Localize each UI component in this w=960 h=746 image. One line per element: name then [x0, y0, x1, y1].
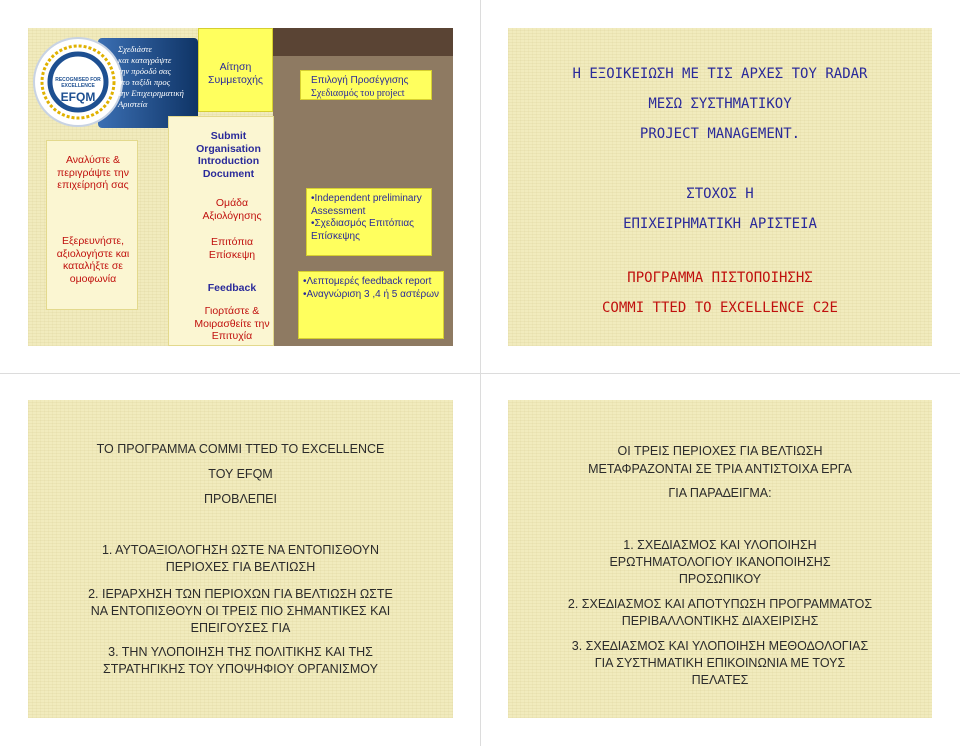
- radar-title-line3: PROJECT MANAGEMENT.: [639, 126, 801, 142]
- logo-line: την πρόοδό σας: [118, 66, 172, 76]
- program-item-line: 1. ΑΥΤΟΑΞΙΟΛΟΓΗΣΗ ΩΣΤΕ ΝΑ ΕΝΤΟΠΙΣΘΟΥΝ: [101, 543, 380, 557]
- areas-item-line: 2. ΣΧΕ∆ΙΑΣΜΟΣ ΚΑΙ ΑΠΟΤΥΠΩΣΗ ΠΡΟΓΡΑΜΜΑΤΟΣ: [567, 597, 873, 611]
- program-heading-line2: ΤΟΥ EFQM: [208, 467, 273, 481]
- areas-item-line: ΕΡΩΤΗΜΑΤΟΛΟΓΙΟΥ ΙΚΑΝΟΠΟΙΗΣΗΣ: [609, 555, 831, 569]
- logo-line: Σχεδιάστε: [118, 44, 152, 54]
- logo-line: Αριστεία: [118, 99, 148, 109]
- middle-item-team: Ομάδα Αξιολόγησης: [202, 197, 262, 222]
- approach-line: Σχεδιασμός του project: [311, 87, 405, 99]
- application-box: [198, 28, 273, 112]
- program-item: [28, 644, 453, 678]
- report-line: •Αναγνώριση 3 ,4 ή 5 αστέρων: [303, 288, 439, 300]
- areas-heading-line3: ΓΙΑ ΠΑΡΑ∆ΕΙΓΜΑ:: [668, 486, 772, 500]
- logo-line: και καταγράψτε: [118, 55, 172, 65]
- radar-title-line1: Η ΕΞΟΙΚΕΙΩΣΗ ΜΕ ΤΙΣ ΑΡΧΕΣ ΤΟΥ RADAR: [572, 66, 868, 82]
- report-line: •Λεπτομερές feedback report: [303, 276, 432, 287]
- program-line2: COMMI TTED TO EXCELLENCE C2E: [601, 300, 838, 316]
- page-divider-horizontal: [0, 373, 960, 374]
- assessment-line: •Independent preliminary Assessment: [311, 193, 422, 217]
- areas-item-line: ΠΡΟΣΩΠΙΚΟΥ: [678, 572, 762, 586]
- areas-item: [508, 596, 932, 630]
- slide-c2e-program: [28, 400, 453, 718]
- left-column-item: Εξερευνήστε, αξιολογήστε και καταλήξτε σε ομοφωνία: [56, 235, 130, 285]
- radar-title-line2: ΜΕΣΩ ΣΥΣΤΗΜΑΤΙΚΟΥ: [648, 96, 792, 112]
- areas-item-line: ΓΙΑ ΣΥΣΤΗΜΑΤΙΚΗ ΕΠΙΚΟΙΝΩΝΙΑ ΜΕ ΤΟΥΣ: [594, 656, 846, 670]
- goal-line2: ΕΠΙΧΕΙΡΗΜΑΤΙΚΗ ΑΡΙΣΤΕΙΑ: [623, 216, 817, 232]
- logo-ring-text: RECOGNISED FOR EXCELLENCE: [55, 77, 101, 89]
- areas-item-line: 3. ΣΧΕ∆ΙΑΣΜΟΣ ΚΑΙ ΥΛΟΠΟΙΗΣΗ ΜΕΘΟ∆ΟΛΟΓΙΑΣ: [571, 639, 869, 653]
- approach-box: [300, 70, 432, 100]
- program-item-line: ΣΤΡΑΤΗΓΙΚΗΣ ΤΟΥ ΥΠΟΨΗΦΙΟΥ ΟΡΓΑΝΙΣΜΟΥ: [103, 662, 378, 676]
- program-heading-line3: ΠΡΟΒΛΕΠΕΙ: [204, 492, 277, 506]
- slide-improvement-areas: [508, 400, 932, 718]
- right-column-band-top: [273, 28, 453, 56]
- middle-item-feedback: Feedback: [207, 282, 257, 294]
- approach-line: Επιλογή Προσέγγισης: [311, 75, 409, 86]
- program-heading-line1: ΤΟ ΠΡΟΓΡΑΜΜΑ COMMI TTED TO EXCELLENCE: [96, 442, 385, 456]
- areas-item-line: 1. ΣΧΕ∆ΙΑΣΜΟΣ ΚΑΙ ΥΛΟΠΟΙΗΣΗ: [623, 538, 817, 552]
- program-item: [28, 586, 453, 637]
- goal-line1: ΣΤΟΧΟΣ Η: [686, 186, 754, 202]
- program-line1: ΠΡΟΓΡΑΜΜΑ ΠΙΣΤΟΠΟΙΗΣΗΣ: [627, 270, 813, 286]
- program-item-line: 2. ΙΕΡΑΡΧΗΣΗ ΤΩΝ ΠΕΡΙΟΧΩΝ ΓΙΑ ΒΕΛΤΙΩΣΗ ΩΣΤΕ: [88, 587, 393, 601]
- assessment-box: [306, 188, 432, 256]
- logo-line: την Επιχειρηματική: [118, 88, 184, 98]
- program-item-line: 3. ΤΗΝ ΥΛΟΠΟΙΗΣΗ ΤΗΣ ΠΟΛΙΤΙΚΗΣ ΚΑΙ ΤΗΣ: [108, 645, 373, 659]
- logo-line: στο ταξίδι προς: [118, 77, 171, 87]
- areas-item-line: ΠΕΛΑΤΕΣ: [691, 673, 749, 687]
- left-column-item: Αναλύστε & περιγράψτε την επιχείρησή σας: [57, 154, 129, 191]
- areas-heading-line1: ΟΙ ΤΡΕΙΣ ΠΕΡΙΟΧΕΣ ΓΙΑ ΒΕΛΤΙΩΣΗ: [617, 444, 823, 458]
- middle-item-submit: Submit Organisation Introduction Document: [196, 130, 261, 180]
- assessment-line: •Σχεδιασμός Επιτόπιας Επίσκεψης: [311, 218, 414, 242]
- slide-radar-goal: [508, 28, 932, 346]
- areas-heading-line2: ΜΕΤΑΦΡΑΖΟΝΤΑΙ ΣΕ ΤΡΙΑ ΑΝΤΙΣΤΟΙΧΑ ΕΡΓΑ: [588, 462, 852, 476]
- areas-item: [508, 537, 932, 588]
- areas-item-line: ΠΕΡΙΒΑΛΛΟΝΤΙΚΗΣ ∆ΙΑΧΕΙΡΙΣΗΣ: [621, 614, 819, 628]
- logo-brand: EFQM: [60, 90, 96, 104]
- program-item-line: ΕΠΕΙΓΟΥΣΕΣ ΓΙΑ: [190, 621, 291, 635]
- report-box: [298, 271, 444, 339]
- program-item-line: ΠΕΡΙΟΧΕΣ ΓΙΑ ΒΕΛΤΙΩΣΗ: [165, 560, 316, 574]
- program-item: [28, 542, 453, 576]
- application-label: Αίτηση Συμμετοχής: [208, 61, 263, 86]
- areas-item: [508, 638, 932, 689]
- program-item-line: ΝΑ ΕΝΤΟΠΙΣΘΟΥΝ ΟΙ ΤΡΕΙΣ ΠΙΟ ΣΗΜΑΝΤΙΚΕΣ ΚΑΙ: [90, 604, 391, 618]
- logo-lines: [118, 44, 198, 110]
- middle-item-visit: Επιτόπια Επίσκεψη: [208, 236, 256, 261]
- slide-efqm-process: [28, 28, 453, 346]
- middle-item-celebrate: Γιορτάστε & Μοιρασθείτε την Επιτυχία: [194, 305, 270, 342]
